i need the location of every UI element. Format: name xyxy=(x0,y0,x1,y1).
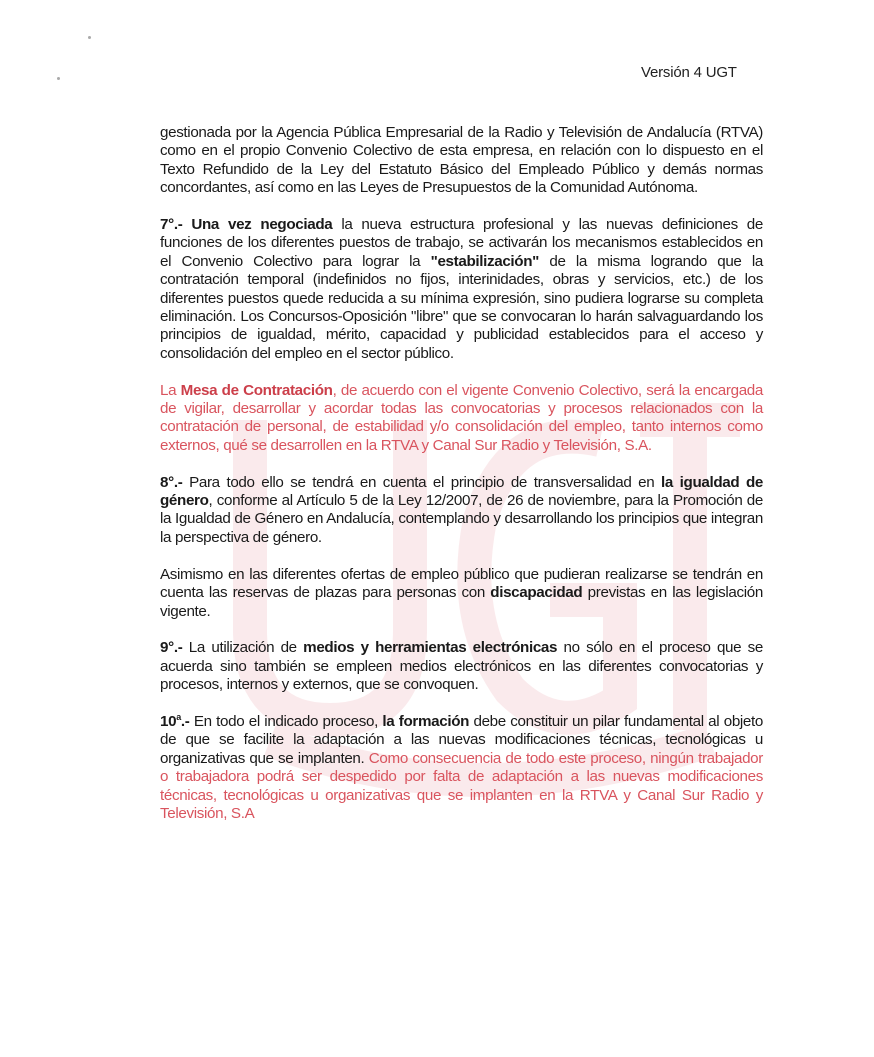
paragraph-text: En todo el indicado proceso, xyxy=(189,712,383,730)
bold-phrase: discapacidad xyxy=(490,584,583,602)
highlighted-red-text: Como consecuencia de todo este proceso, ningún trabajador o trabajadora podrá ser despedido por falta de adaptación a las nuevas modificaciones técnicas, tecnológicas u organizativas que se implanten en la RTVA y Canal Sur Radio y Televisión, S.A xyxy=(160,749,763,822)
paragraph-mesa-contratacion xyxy=(160,382,763,456)
bold-phrase: "estabilización" xyxy=(430,252,540,270)
paragraph-text: gestionada por la Agencia Pública Empresarial de la Radio y Televisión de Andalucía (RTVA) como en el propio Convenio Colectivo de esta empresa, en relación con lo dispuesto en el Texto Refundido de la Ley del Estatuto Básico del Empleado Público y demás normas concordantes, así como en las Leyes de Presupuestos de la Comunidad Autónoma. xyxy=(160,124,763,197)
scan-speck xyxy=(88,36,91,39)
paragraph-item-8 xyxy=(160,474,763,548)
document-version-header: Versión 4 UGT xyxy=(641,64,737,81)
bold-phrase: medios y herramientas electrónicas xyxy=(303,639,558,657)
item-number: 9°.- xyxy=(160,639,183,657)
bold-phrase: Una vez negociada xyxy=(191,216,333,234)
paragraph-text: previstas en las legislación vigente. xyxy=(160,584,763,620)
item-number-ordinal: a xyxy=(176,711,181,722)
paragraph-text: , de acuerdo con el vigente Convenio Colectivo, será la encargada de vigilar, desarrollar y acordar todas las convocatorias y procesos relacionados con la contratación de personal, de estabilidad y/o consolidación del empleo, tanto internos como externos, qué se desarrollen en la RTVA y Canal Sur Radio y Televisión, S.A. xyxy=(160,381,763,454)
paragraph-text: Para todo ello se tendrá en cuenta el principio de transversalidad en xyxy=(182,473,661,491)
paragraph-text: de la misma logrando que la contratación temporal (indefinidos no fijos, interinidades, obras y servicios, etc.) de los diferentes puestos quede reducida a su mínima expresión, sino pudiera lograrse su completa eliminación. Los Concursos-Oposición "libre" que se convocaran lo harán salvaguardando los principios de igualdad, mérito, capacidad y publicidad establecidos para el acceso y consolidación del empleo en el sector público. xyxy=(160,252,763,362)
bold-phrase: Mesa de Contratación xyxy=(180,381,333,399)
paragraph-text: debe constituir un pilar fundamental al objeto de que se facilite la adaptación a las nuevas modificaciones técnicas, tecnológicas u organizativas que se implanten. xyxy=(160,712,763,767)
paragraph-text: la nueva estructura profesional y las nuevas definiciones de funciones de los diferentes puestos de trabajo, se activarán los mecanismos establecidos en el Convenio Colectivo para lograr la xyxy=(160,216,763,270)
item-number: 8°.- xyxy=(160,473,183,491)
paragraph-text: , conforme al Artículo 5 de la Ley 12/2007, de 26 de noviembre, para la Promoción de la Igualdad de Género en Andalucía, contemplando y desarrollando los principios que integran la perspectiva de género. xyxy=(160,492,763,546)
paragraph-text: La xyxy=(160,381,181,399)
item-number: 7°.- xyxy=(160,216,183,234)
item-number-suffix: .- xyxy=(180,712,190,730)
bold-phrase: la igualdad de género xyxy=(160,473,763,510)
bold-phrase: la formación xyxy=(382,712,470,730)
item-number-digits: 10 xyxy=(160,712,177,730)
paragraph-text: Asimismo en las diferentes ofertas de empleo público que pudieran realizarse se tendrán en cuenta las reservas de plazas para personas con xyxy=(160,565,763,602)
paragraph-text: La utilización de xyxy=(182,639,304,657)
paragraph-item-9 xyxy=(160,639,763,694)
document-body xyxy=(160,124,763,842)
item-number xyxy=(160,713,189,730)
paragraph-text: no sólo en el proceso que se acuerda sino también se empleen medios electrónicos en las diferentes convocatorias y procesos, internos y externos, que se convoquen. xyxy=(160,639,763,694)
paragraph-item-10 xyxy=(160,713,763,823)
scan-speck xyxy=(57,77,60,80)
paragraph-item-7 xyxy=(160,216,763,363)
paragraph-continuation xyxy=(160,124,763,198)
paragraph-asimismo xyxy=(160,566,763,621)
